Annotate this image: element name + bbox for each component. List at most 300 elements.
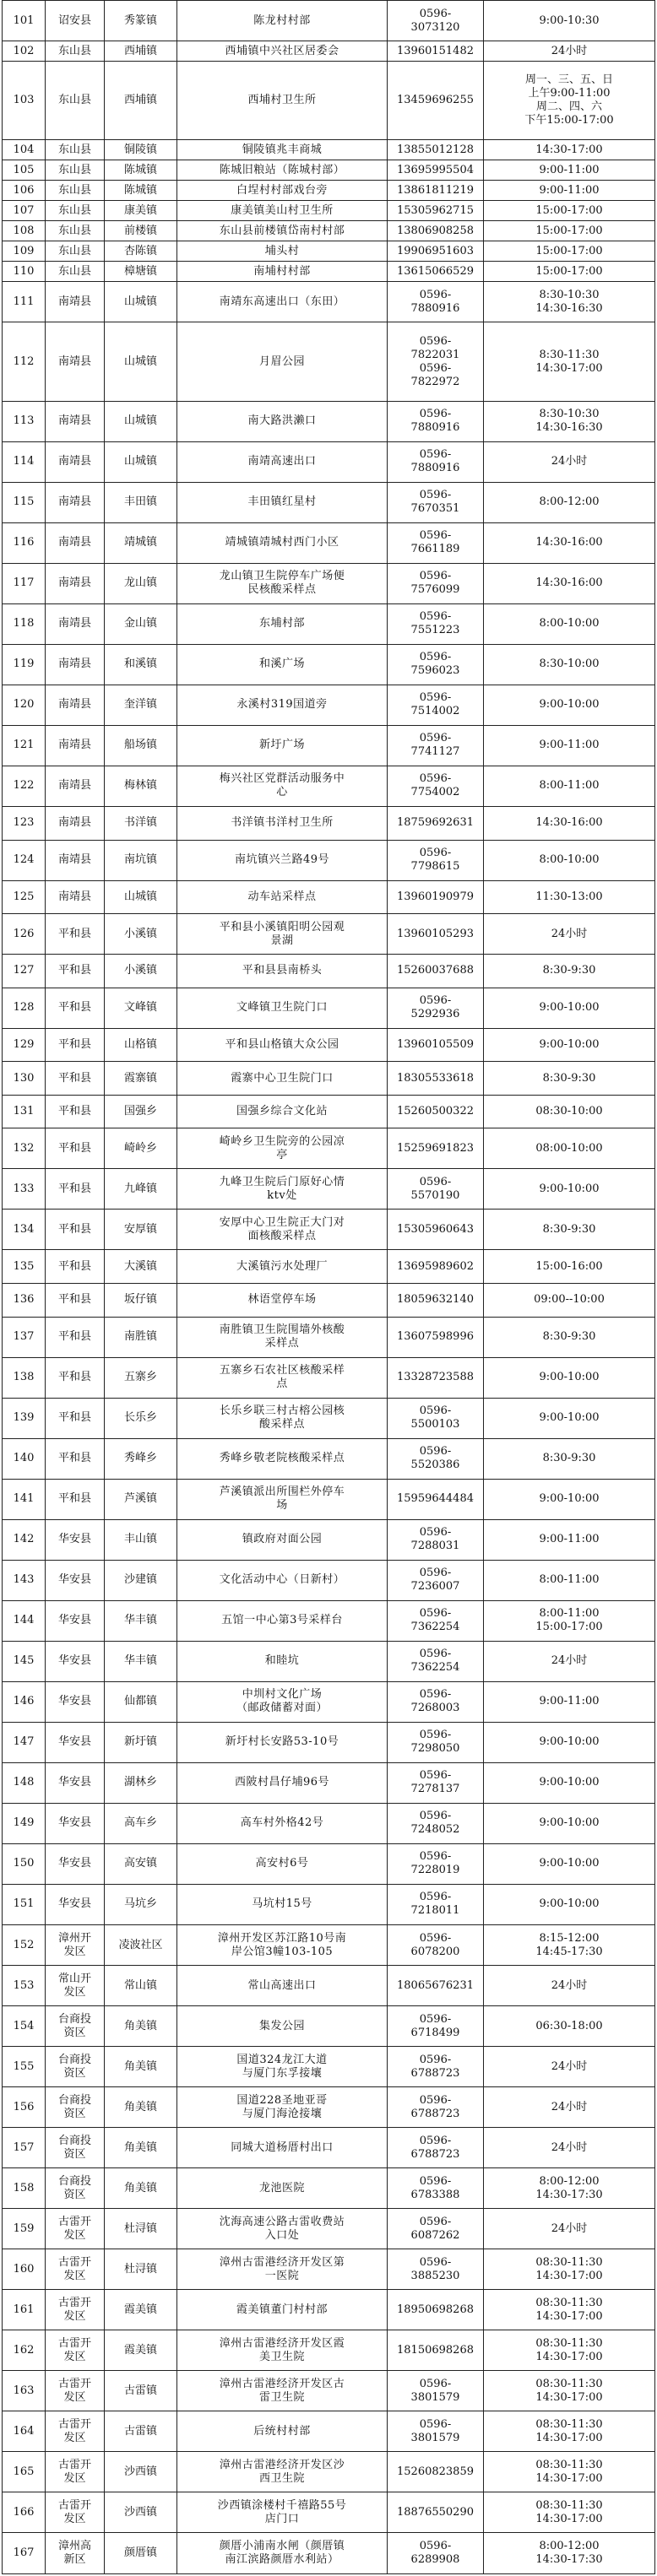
phone-cell: 0596- 7880916 — [388, 401, 484, 441]
table-row — [3, 1681, 655, 1722]
hours-cell: 14:30-17:00 — [484, 140, 655, 160]
town-cell: 古雷镇 — [105, 2371, 177, 2411]
phone-cell: 18065676231 — [388, 1966, 484, 2006]
location-cell: 漳州开发区苏江路10号南 岸公馆3幢103-105 — [177, 1925, 388, 1966]
location-cell: 新圩广场 — [177, 725, 388, 766]
town-cell: 山格镇 — [105, 1028, 177, 1062]
county-cell: 平和县 — [46, 914, 105, 955]
county-cell: 古雷开 发区 — [46, 2249, 105, 2290]
hours-cell: 8:30-9:30 — [484, 1210, 655, 1250]
location-cell: 东埔村部 — [177, 603, 388, 644]
county-cell: 南靖县 — [46, 441, 105, 482]
row-number: 163 — [3, 2371, 46, 2411]
town-cell: 秀篆镇 — [105, 1, 177, 41]
hours-cell: 08:30-11:30 14:30-17:00 — [484, 2492, 655, 2533]
phone-cell: 0596- 7576099 — [388, 563, 484, 603]
location-cell: 九峰卫生院后门原好心情 ktv处 — [177, 1169, 388, 1210]
town-cell: 文峰镇 — [105, 988, 177, 1028]
town-cell: 杜浔镇 — [105, 2209, 177, 2249]
hours-cell: 8:00-10:00 — [484, 603, 655, 644]
table-row — [3, 241, 655, 262]
location-cell: 西陂村昌仔埔96号 — [177, 1762, 388, 1803]
county-cell: 东山县 — [46, 160, 105, 181]
hours-cell: 8:00-11:00 — [484, 766, 655, 806]
town-cell: 角美镇 — [105, 2006, 177, 2047]
table-row — [3, 1283, 655, 1317]
hours-cell: 9:00-10:00 — [484, 988, 655, 1028]
town-cell: 国强乡 — [105, 1095, 177, 1128]
town-cell: 康美镇 — [105, 201, 177, 221]
row-number: 118 — [3, 603, 46, 644]
table-row — [3, 1843, 655, 1884]
phone-cell: 18759692631 — [388, 806, 484, 840]
hours-cell: 9:00-11:00 — [484, 1681, 655, 1722]
table-row — [3, 1438, 655, 1479]
location-cell: 芦溪镇派出所围栏外停车 场 — [177, 1479, 388, 1519]
table-row — [3, 2492, 655, 2533]
row-number: 161 — [3, 2290, 46, 2330]
county-cell: 平和县 — [46, 1062, 105, 1096]
town-cell: 马坑乡 — [105, 1884, 177, 1924]
county-cell: 古雷开 发区 — [46, 2371, 105, 2411]
town-cell: 西埔镇 — [105, 41, 177, 62]
hours-cell: 14:30-16:00 — [484, 563, 655, 603]
hours-cell: 8:30-11:30 14:30-17:00 — [484, 322, 655, 401]
location-cell: 漳州古雷港经济开发区第 一医院 — [177, 2249, 388, 2290]
table-row — [3, 221, 655, 241]
location-cell: 康美镇美山村卫生所 — [177, 201, 388, 221]
location-cell: 平和县县南桥头 — [177, 955, 388, 988]
row-number: 115 — [3, 482, 46, 522]
phone-cell: 15305962715 — [388, 201, 484, 221]
row-number: 124 — [3, 840, 46, 880]
hours-cell: 8:30-9:30 — [484, 955, 655, 988]
row-number: 138 — [3, 1357, 46, 1398]
location-cell: 国道324龙江大道 与厦门东孚接壤 — [177, 2047, 388, 2087]
hours-cell: 08:30-11:30 14:30-17:00 — [484, 2249, 655, 2290]
county-cell: 南靖县 — [46, 322, 105, 401]
row-number: 166 — [3, 2492, 46, 2533]
location-cell: 大溪镇污水处理厂 — [177, 1250, 388, 1284]
town-cell: 芦溪镇 — [105, 1479, 177, 1519]
town-cell: 常山镇 — [105, 1966, 177, 2006]
row-number: 153 — [3, 1966, 46, 2006]
table-row — [3, 2128, 655, 2168]
hours-cell: 8:30-10:30 14:30-16:30 — [484, 282, 655, 322]
county-cell: 华安县 — [46, 1519, 105, 1560]
table-row — [3, 1, 655, 41]
hours-cell: 8:00-12:00 14:30-17:30 — [484, 2533, 655, 2573]
hours-cell: 周一、三、五、日 上午9:00-11:00 周二、四、六 下午15:00-17:00 — [484, 62, 655, 140]
phone-cell: 0596- 6289908 — [388, 2533, 484, 2573]
row-number: 135 — [3, 1250, 46, 1284]
phone-cell: 0596- 7228019 — [388, 1843, 484, 1884]
hours-cell: 9:00-10:00 — [484, 1762, 655, 1803]
row-number: 129 — [3, 1028, 46, 1062]
table-row — [3, 282, 655, 322]
hours-cell: 8:30-10:00 — [484, 644, 655, 685]
hours-cell: 9:00-10:00 — [484, 1398, 655, 1438]
table-row — [3, 201, 655, 221]
phone-cell: 13328723588 — [388, 1357, 484, 1398]
county-cell: 古雷开 发区 — [46, 2452, 105, 2492]
table-row — [3, 1560, 655, 1600]
county-cell: 华安县 — [46, 1884, 105, 1924]
row-number: 137 — [3, 1317, 46, 1357]
county-cell: 平和县 — [46, 1479, 105, 1519]
location-cell: 平和县山格镇大众公园 — [177, 1028, 388, 1062]
phone-cell: 13861811219 — [388, 181, 484, 201]
town-cell: 山城镇 — [105, 441, 177, 482]
location-cell: 高安村6号 — [177, 1843, 388, 1884]
location-cell: 霞美镇董门村村部 — [177, 2290, 388, 2330]
row-number: 132 — [3, 1128, 46, 1169]
town-cell: 杏陈镇 — [105, 241, 177, 262]
row-number: 108 — [3, 221, 46, 241]
town-cell: 华丰镇 — [105, 1641, 177, 1681]
county-cell: 古雷开 发区 — [46, 2209, 105, 2249]
county-cell: 东山县 — [46, 262, 105, 282]
table-row — [3, 1062, 655, 1096]
town-cell: 湖林乡 — [105, 1762, 177, 1803]
hours-cell: 9:00-11:00 — [484, 160, 655, 181]
county-cell: 平和县 — [46, 1210, 105, 1250]
row-number: 134 — [3, 1210, 46, 1250]
row-number: 158 — [3, 2168, 46, 2209]
town-cell: 和溪镇 — [105, 644, 177, 685]
table-row — [3, 2087, 655, 2128]
phone-cell: 0596- 7880916 — [388, 441, 484, 482]
phone-cell: 0596- 3801579 — [388, 2411, 484, 2452]
row-number: 101 — [3, 1, 46, 41]
town-cell: 九峰镇 — [105, 1169, 177, 1210]
county-cell: 东山县 — [46, 41, 105, 62]
hours-cell: 08:30-11:30 14:30-17:00 — [484, 2411, 655, 2452]
hours-cell: 08:30-11:30 14:30-17:00 — [484, 2330, 655, 2371]
hours-cell: 9:00-10:00 — [484, 1169, 655, 1210]
town-cell: 角美镇 — [105, 2168, 177, 2209]
table-row — [3, 1479, 655, 1519]
row-number: 162 — [3, 2330, 46, 2371]
location-cell: 同城大道杨厝村出口 — [177, 2128, 388, 2168]
row-number: 142 — [3, 1519, 46, 1560]
row-number: 131 — [3, 1095, 46, 1128]
table-row — [3, 140, 655, 160]
row-number: 133 — [3, 1169, 46, 1210]
phone-cell: 0596- 5500103 — [388, 1398, 484, 1438]
phone-cell: 0596- 6078200 — [388, 1925, 484, 1966]
table-row — [3, 1519, 655, 1560]
table-row — [3, 2330, 655, 2371]
table-row — [3, 401, 655, 441]
phone-cell: 0596- 5570190 — [388, 1169, 484, 1210]
phone-cell: 0596- 7248052 — [388, 1803, 484, 1843]
table-row — [3, 2411, 655, 2452]
phone-cell: 13855012128 — [388, 140, 484, 160]
row-number: 144 — [3, 1600, 46, 1641]
table-row — [3, 2452, 655, 2492]
row-number: 157 — [3, 2128, 46, 2168]
county-cell: 台商投 资区 — [46, 2128, 105, 2168]
location-cell: 南靖高速出口 — [177, 441, 388, 482]
town-cell: 安厚镇 — [105, 1210, 177, 1250]
county-cell: 平和县 — [46, 1283, 105, 1317]
location-cell: 漳州古雷港经济开发区霞 美卫生院 — [177, 2330, 388, 2371]
county-cell: 平和县 — [46, 1317, 105, 1357]
location-cell: 龙山镇卫生院停车广场便 民核酸采样点 — [177, 563, 388, 603]
hours-cell: 15:00-17:00 — [484, 241, 655, 262]
location-cell: 南靖东高速出口（东田） — [177, 282, 388, 322]
row-number: 147 — [3, 1722, 46, 1762]
hours-cell: 24小时 — [484, 2209, 655, 2249]
town-cell: 山城镇 — [105, 401, 177, 441]
location-cell: 文峰镇卫生院门口 — [177, 988, 388, 1028]
hours-cell: 14:30-16:00 — [484, 522, 655, 563]
phone-cell: 18305533618 — [388, 1062, 484, 1096]
location-cell: 铜陵镇兆丰商城 — [177, 140, 388, 160]
hours-cell: 8:00-12:00 — [484, 482, 655, 522]
location-cell: 沙西镇涂楼村千禧路55号 店门口 — [177, 2492, 388, 2533]
county-cell: 南靖县 — [46, 644, 105, 685]
county-cell: 华安县 — [46, 1681, 105, 1722]
town-cell: 仙都镇 — [105, 1681, 177, 1722]
county-cell: 南靖县 — [46, 880, 105, 914]
town-cell: 前楼镇 — [105, 221, 177, 241]
hours-cell: 24小时 — [484, 2087, 655, 2128]
location-cell: 新圩村长安路53-10号 — [177, 1722, 388, 1762]
table-body — [3, 1, 655, 2574]
county-cell: 南靖县 — [46, 840, 105, 880]
location-cell: 常山高速出口 — [177, 1966, 388, 2006]
county-cell: 古雷开 发区 — [46, 2330, 105, 2371]
location-cell: 秀峰乡敬老院核酸采样点 — [177, 1438, 388, 1479]
location-cell: 林语堂停车场 — [177, 1283, 388, 1317]
table-row — [3, 880, 655, 914]
hours-cell: 08:30-11:30 14:30-17:00 — [484, 2371, 655, 2411]
hours-cell: 9:00-10:00 — [484, 1803, 655, 1843]
hours-cell: 9:00-10:00 — [484, 1843, 655, 1884]
phone-cell: 13806908258 — [388, 221, 484, 241]
town-cell: 大溪镇 — [105, 1250, 177, 1284]
county-cell: 古雷开 发区 — [46, 2411, 105, 2452]
row-number: 111 — [3, 282, 46, 322]
hours-cell: 8:15-12:00 14:45-17:30 — [484, 1925, 655, 1966]
hours-cell: 08:30-11:30 14:30-17:00 — [484, 2452, 655, 2492]
table-row — [3, 766, 655, 806]
town-cell: 金山镇 — [105, 603, 177, 644]
location-cell: 国道228圣地亚哥 与厦门海沧接壤 — [177, 2087, 388, 2128]
phone-cell: 18150698268 — [388, 2330, 484, 2371]
location-cell: 文化活动中心（日新村） — [177, 1560, 388, 1600]
hours-cell: 24小时 — [484, 914, 655, 955]
table-row — [3, 1398, 655, 1438]
town-cell: 颜厝镇 — [105, 2533, 177, 2573]
county-cell: 平和县 — [46, 1357, 105, 1398]
phone-cell: 0596- 5292936 — [388, 988, 484, 1028]
table-row — [3, 262, 655, 282]
phone-cell: 13695989602 — [388, 1250, 484, 1284]
hours-cell: 9:00-11:00 — [484, 725, 655, 766]
town-cell: 南胜镇 — [105, 1317, 177, 1357]
row-number: 152 — [3, 1925, 46, 1966]
phone-cell: 0596- 7754002 — [388, 766, 484, 806]
table-row — [3, 1925, 655, 1966]
table-row — [3, 1722, 655, 1762]
county-cell: 华安县 — [46, 1722, 105, 1762]
town-cell: 船场镇 — [105, 725, 177, 766]
location-cell: 白埕村村部戏台旁 — [177, 181, 388, 201]
table-row — [3, 1762, 655, 1803]
row-number: 140 — [3, 1438, 46, 1479]
phone-cell: 0596- 7362254 — [388, 1641, 484, 1681]
town-cell: 陈城镇 — [105, 181, 177, 201]
county-cell: 华安县 — [46, 1803, 105, 1843]
phone-cell: 0596- 7514002 — [388, 685, 484, 725]
row-number: 149 — [3, 1803, 46, 1843]
county-cell: 台商投 资区 — [46, 2087, 105, 2128]
location-cell: 国强乡综合文化站 — [177, 1095, 388, 1128]
table-row — [3, 806, 655, 840]
town-cell: 霞美镇 — [105, 2330, 177, 2371]
row-number: 119 — [3, 644, 46, 685]
table-row — [3, 1884, 655, 1924]
phone-cell: 18950698268 — [388, 2290, 484, 2330]
hours-cell: 9:00-11:00 — [484, 181, 655, 201]
county-cell: 南靖县 — [46, 482, 105, 522]
town-cell: 秀峰乡 — [105, 1438, 177, 1479]
table-row — [3, 1600, 655, 1641]
phone-cell: 15260500322 — [388, 1095, 484, 1128]
location-cell: 五馆一中心第3号采样台 — [177, 1600, 388, 1641]
hours-cell: 08:30-11:30 14:30-17:00 — [484, 2290, 655, 2330]
phone-cell: 0596- 7362254 — [388, 1600, 484, 1641]
row-number: 117 — [3, 563, 46, 603]
phone-cell: 0596- 6087262 — [388, 2209, 484, 2249]
location-cell: 东山县前楼镇岱南村村部 — [177, 221, 388, 241]
row-number: 141 — [3, 1479, 46, 1519]
table-row — [3, 1028, 655, 1062]
table-row — [3, 62, 655, 140]
county-cell: 常山开 发区 — [46, 1966, 105, 2006]
town-cell: 山城镇 — [105, 282, 177, 322]
location-cell: 南大路洪濑口 — [177, 401, 388, 441]
county-cell: 华安县 — [46, 1600, 105, 1641]
county-cell: 漳州开 发区 — [46, 1925, 105, 1966]
location-cell: 南坑镇兴兰路49号 — [177, 840, 388, 880]
phone-cell: 18059632140 — [388, 1283, 484, 1317]
town-cell: 高安镇 — [105, 1843, 177, 1884]
town-cell: 陈城镇 — [105, 160, 177, 181]
town-cell: 沙西镇 — [105, 2452, 177, 2492]
row-number: 128 — [3, 988, 46, 1028]
table-row — [3, 482, 655, 522]
row-number: 126 — [3, 914, 46, 955]
row-number: 148 — [3, 1762, 46, 1803]
county-cell: 华安县 — [46, 1843, 105, 1884]
hours-cell: 8:30-10:30 14:30-16:30 — [484, 401, 655, 441]
location-cell: 梅兴社区党群活动服务中 心 — [177, 766, 388, 806]
table-row — [3, 41, 655, 62]
table-row — [3, 1095, 655, 1128]
hours-cell: 8:30-9:30 — [484, 1438, 655, 1479]
phone-cell: 15959644484 — [388, 1479, 484, 1519]
hours-cell: 8:30-9:30 — [484, 1317, 655, 1357]
row-number: 143 — [3, 1560, 46, 1600]
hours-cell: 14:30-16:00 — [484, 806, 655, 840]
county-cell: 东山县 — [46, 201, 105, 221]
town-cell: 小溪镇 — [105, 914, 177, 955]
table-row — [3, 988, 655, 1028]
phone-cell: 0596- 7661189 — [388, 522, 484, 563]
hours-cell: 9:00-10:00 — [484, 1028, 655, 1062]
table-row — [3, 1966, 655, 2006]
county-cell: 平和县 — [46, 1128, 105, 1169]
table-row — [3, 563, 655, 603]
town-cell: 龙山镇 — [105, 563, 177, 603]
town-cell: 凌波社区 — [105, 1925, 177, 1966]
location-cell: 和溪广场 — [177, 644, 388, 685]
table-row — [3, 181, 655, 201]
town-cell: 角美镇 — [105, 2128, 177, 2168]
phone-cell: 0596- 6718499 — [388, 2006, 484, 2047]
phone-cell: 15259691823 — [388, 1128, 484, 1169]
table-row — [3, 840, 655, 880]
row-number: 112 — [3, 322, 46, 401]
phone-cell: 0596- 7596023 — [388, 644, 484, 685]
hours-cell: 9:00-11:00 — [484, 1519, 655, 1560]
hours-cell: 15:00-17:00 — [484, 201, 655, 221]
row-number: 146 — [3, 1681, 46, 1722]
phone-cell: 13615066529 — [388, 262, 484, 282]
table-row — [3, 1641, 655, 1681]
location-cell: 高车村外格42号 — [177, 1803, 388, 1843]
row-number: 151 — [3, 1884, 46, 1924]
hours-cell: 06:30-18:00 — [484, 2006, 655, 2047]
town-cell: 山城镇 — [105, 880, 177, 914]
town-cell: 高车乡 — [105, 1803, 177, 1843]
phone-cell: 0596- 7298050 — [388, 1722, 484, 1762]
table-row — [3, 1317, 655, 1357]
hours-cell: 08:00-10:00 — [484, 1128, 655, 1169]
county-cell: 东山县 — [46, 62, 105, 140]
location-cell: 西埔镇中兴社区居委会 — [177, 41, 388, 62]
county-cell: 东山县 — [46, 221, 105, 241]
location-cell: 西埔村卫生所 — [177, 62, 388, 140]
table-row — [3, 2371, 655, 2411]
phone-cell: 0596- 7822031 0596- 7822972 — [388, 322, 484, 401]
town-cell: 长乐乡 — [105, 1398, 177, 1438]
phone-cell: 0596- 7741127 — [388, 725, 484, 766]
row-number: 167 — [3, 2533, 46, 2573]
location-cell: 丰田镇红星村 — [177, 482, 388, 522]
phone-cell: 15260823859 — [388, 2452, 484, 2492]
county-cell: 华安县 — [46, 1762, 105, 1803]
row-number: 109 — [3, 241, 46, 262]
location-cell: 南胜镇卫生院围墙外核酸 采样点 — [177, 1317, 388, 1357]
table-row — [3, 2209, 655, 2249]
county-cell: 漳州高 新区 — [46, 2533, 105, 2573]
phone-cell: 0596- 6788723 — [388, 2128, 484, 2168]
town-cell: 西埔镇 — [105, 62, 177, 140]
county-cell: 台商投 资区 — [46, 2168, 105, 2209]
phone-cell: 13960105509 — [388, 1028, 484, 1062]
hours-cell: 8:30-9:30 — [484, 1062, 655, 1096]
hours-cell: 24小时 — [484, 2047, 655, 2087]
row-number: 125 — [3, 880, 46, 914]
location-cell: 崎岭乡卫生院旁的公园凉 亭 — [177, 1128, 388, 1169]
county-cell: 南靖县 — [46, 401, 105, 441]
phone-cell: 0596- 7670351 — [388, 482, 484, 522]
